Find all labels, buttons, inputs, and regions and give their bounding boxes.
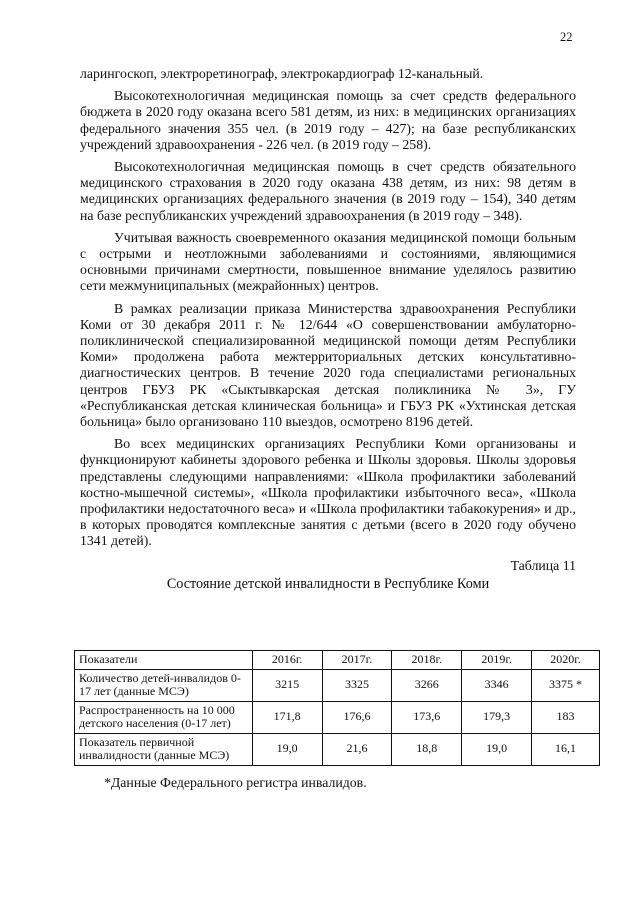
header-2019: 2019г.: [462, 651, 532, 670]
paragraphs: [80, 66, 576, 550]
body-paragraph: Учитывая важность своевременного оказания медицинской помощи больным с острыми и неотложными заболеваниями и состояниями, являющимися основными причинами смертности, повышенное внимание уделялось развитию сети межмуниципальных (межрайонных) центров.: [80, 229, 576, 294]
table-row: [75, 669, 600, 701]
table-cell: 173,6: [392, 701, 462, 733]
document-body: [80, 66, 576, 604]
header-2020: 2020г.: [532, 651, 600, 670]
header-2017: 2017г.: [322, 651, 392, 670]
table-row: [75, 733, 600, 765]
table-cell: 171,8: [252, 701, 322, 733]
table-cell: 19,0: [252, 733, 322, 765]
table-row: [75, 701, 600, 733]
header-2016: 2016г.: [252, 651, 322, 670]
header-2018: 2018г.: [392, 651, 462, 670]
table-footnote: *Данные Федерального регистра инвалидов.: [104, 775, 367, 790]
body-paragraph: Во всех медицинских организациях Республики Коми организованы и функционируют кабинеты здорового ребенка и Школы здоровья. Школы здоровья представлены следующими направлениями: «Школа профилактики заболеваний костно-мышечной системы», «Школа профилактики избыточного веса», «Школа профилактики недостаточного веса» и «Школа профилактики табакокурения» и др., в которых проводятся комплексные занятия с детьми (всего в 2020 году обучено 1341 детей).: [80, 436, 576, 549]
row-label: Количество детей-инвалидов 0-17 лет (данные МСЭ): [75, 669, 253, 701]
body-paragraph: Высокотехнологичная медицинская помощь за счет средств федерального бюджета в 2020 году оказана всего 581 детям, из них: в медицинских организациях федерального значения 355 чел. (в 2019 году – 427); на базе республиканских учреждений здравоохранения - 226 чел. (в 2019 году – 258).: [80, 88, 576, 152]
body-paragraph: В рамках реализации приказа Министерства здравоохранения Республики Коми от 30 декабря 2011 г. № 12/644 «О совершенствовании амбулаторно-поликлинической специализированной медицинской помощи детям Республики Коми» продолжена работа межтерриториальных детских консультативно-диагностических центров. В течение 2020 года специалистами региональных центров ГБУЗ РК «Сыктывкарская детская поликлиника № 3», ГУ «Республиканская детская клиническая больница» и ГБУЗ РК «Ухтинская детская больница» было организовано 110 выездов, осмотрено 8196 детей.: [80, 300, 576, 430]
table-cell: 183: [532, 701, 600, 733]
table-title: Состояние детской инвалидности в Республике Коми: [166, 575, 490, 592]
row-label: Показатель первичной инвалидности (данные МСЭ): [75, 733, 253, 765]
body-paragraph: Высокотехнологичная медицинская помощь в счет средств обязательного медицинского страхования в 2020 году оказана 438 детям, из них: 98 детям в медицинских организациях федерального значения (в 2019 году – 154), 340 детям на базе республиканских учреждений здравоохранения (в 2019 году – 348).: [80, 159, 576, 223]
table-cell: 3215: [252, 669, 322, 701]
body-paragraph: ларингоскоп, электроретинограф, электрокардиограф 12-канальный.: [80, 66, 484, 81]
table-cell: 3325: [322, 669, 392, 701]
table-caption: Таблица 11: [510, 557, 576, 573]
table-cell: 16,1: [532, 733, 600, 765]
disability-table: [74, 650, 600, 766]
table-cell: 3346: [462, 669, 532, 701]
table-cell: 21,6: [322, 733, 392, 765]
table-header-row: [75, 651, 600, 670]
table-cell: 3266: [392, 669, 462, 701]
page-number: 22: [560, 30, 573, 44]
table-cell: 179,3: [462, 701, 532, 733]
table-cell: 3375 *: [532, 669, 600, 701]
table-cell: 18,8: [392, 733, 462, 765]
table-cell: 176,6: [322, 701, 392, 733]
row-label: Распространенность на 10 000 детского населения (0-17 лет): [75, 701, 253, 733]
header-indicator: Показатели: [75, 651, 253, 670]
table-cell: 19,0: [462, 733, 532, 765]
